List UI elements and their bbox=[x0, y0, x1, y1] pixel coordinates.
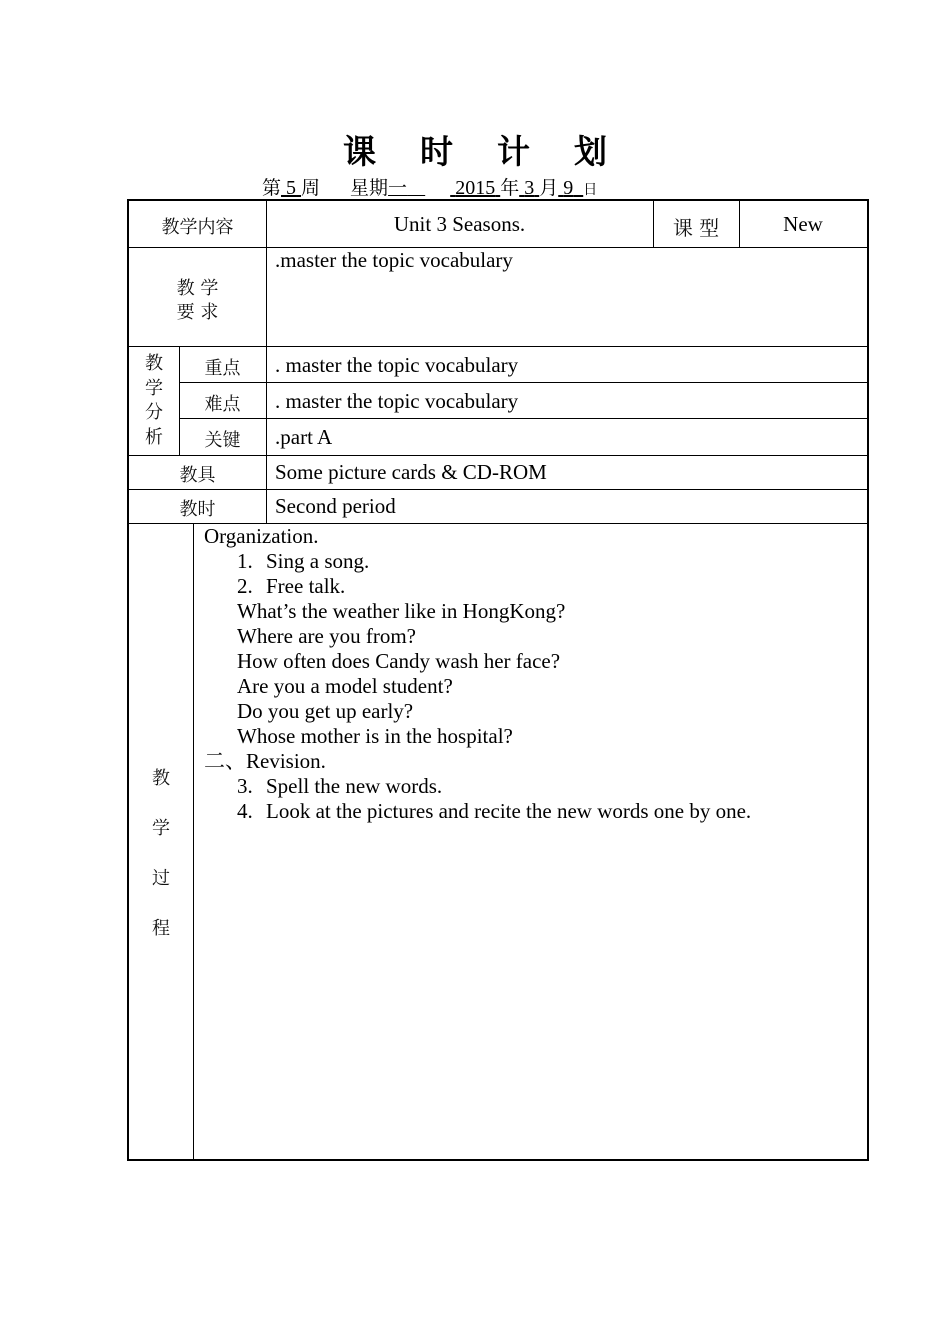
row-divider bbox=[129, 455, 867, 456]
date-di: 第 bbox=[262, 177, 282, 199]
key-point-label: 重点 bbox=[204, 358, 241, 379]
content-value: Unit 3 Seasons. bbox=[393, 212, 526, 236]
list-item: 2. Free talk. bbox=[237, 574, 346, 598]
year: 2015 bbox=[455, 177, 496, 199]
week-number: 5 bbox=[286, 177, 297, 199]
question-line: What’s the weather like in HongKong? bbox=[237, 599, 566, 623]
period-label: 教时 bbox=[179, 499, 216, 520]
list-item: 1. Sing a song. bbox=[237, 549, 370, 573]
question-line: Whose mother is in the hospital? bbox=[237, 724, 513, 748]
question-line: Where are you from? bbox=[237, 624, 416, 648]
row-divider bbox=[129, 489, 867, 490]
requirement-value: .master the topic vocabulary bbox=[275, 248, 513, 272]
row-divider bbox=[179, 418, 867, 419]
difficulty-label: 难点 bbox=[204, 394, 241, 415]
list-item: 4. Look at the pictures and recite the new words one by one. bbox=[237, 799, 752, 823]
date-nian: 年 bbox=[500, 177, 520, 199]
row-divider bbox=[179, 382, 867, 383]
title-char: 时 bbox=[420, 132, 453, 171]
crux-value: .part A bbox=[275, 425, 333, 449]
section-heading: 二、Revision. bbox=[204, 749, 326, 773]
analysis-label: 教 学 分 析 bbox=[145, 353, 163, 448]
row-divider bbox=[129, 346, 867, 347]
difficulty-value: . master the topic vocabulary bbox=[275, 389, 519, 413]
question-line: How often does Candy wash her face? bbox=[237, 649, 561, 673]
question-line: Do you get up early? bbox=[237, 699, 414, 723]
requirement-label: 教 学 bbox=[176, 278, 219, 299]
date-ri: 日 bbox=[583, 182, 598, 198]
title-char: 划 bbox=[574, 132, 607, 171]
process-label: 教 学 过 程 bbox=[152, 768, 170, 939]
date-xingqi: 星期 bbox=[350, 177, 389, 199]
list-item: 3. Spell the new words. bbox=[237, 774, 443, 798]
title-char: 计 bbox=[497, 132, 530, 171]
col-divider bbox=[266, 201, 267, 523]
key-point-value: . master the topic vocabulary bbox=[275, 353, 519, 377]
content-label: 教学内容 bbox=[161, 217, 234, 238]
weekday: 一 bbox=[388, 177, 408, 199]
date-yue: 月 bbox=[539, 177, 559, 199]
section-heading: Organization. bbox=[204, 524, 319, 548]
aids-label: 教具 bbox=[179, 465, 216, 486]
title-char: 课 bbox=[343, 132, 376, 171]
aids-value: Some picture cards & CD-ROM bbox=[275, 460, 547, 484]
type-value: New bbox=[783, 212, 823, 236]
type-label: 课 型 bbox=[672, 216, 720, 240]
date-zhou: 周 bbox=[301, 177, 321, 199]
lesson-plan-table bbox=[127, 199, 869, 1161]
month: 3 bbox=[524, 177, 535, 199]
crux-label: 关键 bbox=[204, 430, 241, 451]
date-line bbox=[262, 173, 597, 200]
process-content bbox=[204, 524, 751, 824]
period-value: Second period bbox=[275, 494, 396, 518]
requirement-label: 要 求 bbox=[176, 302, 219, 323]
day: 9 bbox=[563, 177, 574, 199]
col-divider bbox=[193, 523, 194, 1161]
question-line: Are you a model student? bbox=[237, 674, 453, 698]
page-title bbox=[0, 126, 950, 173]
